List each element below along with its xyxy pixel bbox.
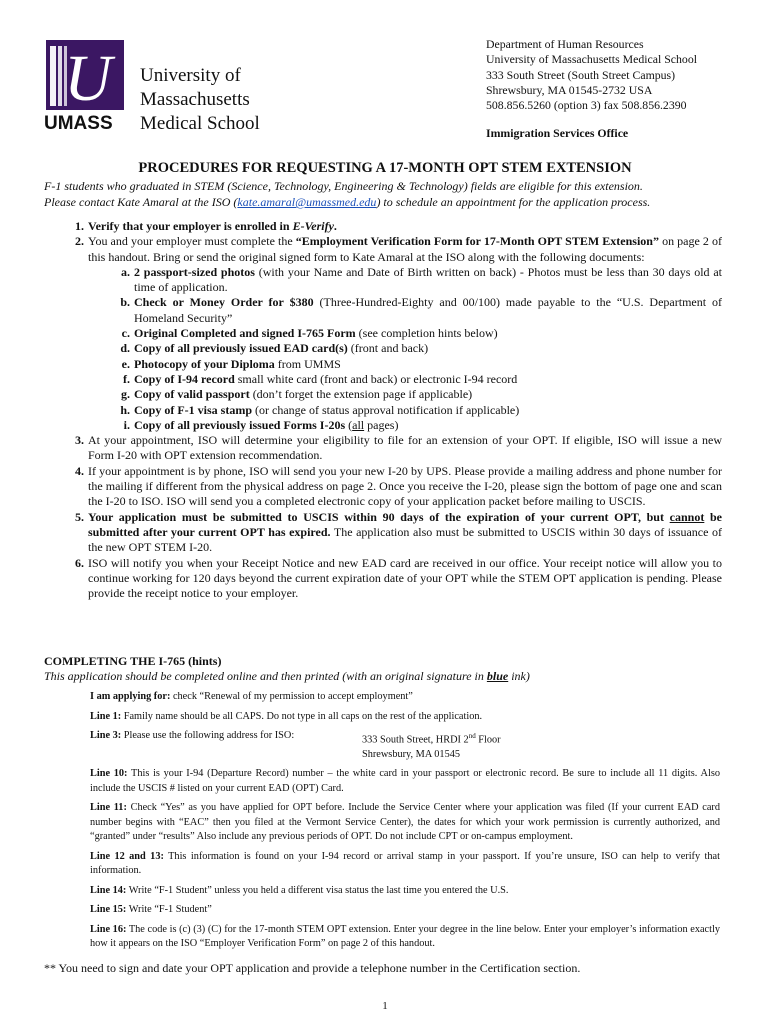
document-item: a. 2 passport-sized photos (with your Name and Date of Birth written on back) - Photos must be less than 30 days old at time of application.: [121, 264, 722, 295]
umass-emblem-icon: [44, 40, 130, 132]
document-item: f. Copy of I-94 record small white card (front and back) or electronic I-94 record: [123, 371, 518, 386]
document-item: c. Original Completed and signed I-765 Form (see completion hints below): [121, 326, 498, 341]
hint-line-10: Line 10: This is your I-94 (Departure Record) number – the white card in your passport or electronic record. Be sure to include all 11 digits. Also include the USCIS # listed on your current EAD (OPT) Card.: [90, 768, 720, 794]
document-item: b. Check or Money Order for $380 (Three-Hundred-Eighty and 00/100) made payable to the “U.S. Department of Homeland Security”: [120, 295, 722, 325]
hint-applying: I am applying for: check “Renewal of my permission to accept employment”: [90, 691, 413, 702]
section-heading: COMPLETING THE I-765 (hints): [44, 654, 222, 668]
completing-section: COMPLETING THE I-765 (hints) This application should be completed online and then printed (with an original signature in blue ink): [44, 654, 530, 683]
page-number: 1: [382, 1000, 388, 1012]
step-3: 3. At your appointment, ISO will determine your eligibility to file for an extension of your OPT. If eligible, ISO will issue a new Form I-20 with OPT extension recommendation.: [75, 433, 722, 463]
hint-line-1: Line 1: Family name should be all CAPS. Do not type in all caps on the rest of the application.: [90, 710, 483, 722]
hint-line-16: Line 16: The code is (c) (3) (C) for the 17-month STEM OPT extension. Enter your degree in the line below. Enter your employer’s information exactly how it appears on the ISO “Employer Verification Form” on page 2 of this handout.: [90, 923, 720, 950]
document-item: i. Copy of all previously issued Forms I-20s (all pages): [123, 417, 399, 432]
hint-line-15: Line 15: Write “F-1 Student”: [90, 904, 212, 916]
page-title: PROCEDURES FOR REQUESTING A 17-MONTH OPT STEM EXTENSION: [138, 160, 632, 176]
svg-text:U: U: [64, 42, 112, 115]
document-item: g. Copy of valid passport (don’t forget the extension page if applicable): [121, 387, 473, 402]
umass-logo: [44, 40, 130, 132]
document-item: d. Copy of all previously issued EAD card(s) (front and back): [120, 341, 429, 356]
step-5: 5. Your application must be submitted to USCIS within 90 days of the expiration of your current OPT, but cannot be submitted after your current OPT has expired. The application also must be submitted to USCIS within 30 days of issuance of the new OPT STEM I-20.: [75, 509, 723, 555]
step-1: 1. Verify that your employer is enrolled in E-Verify.: [75, 219, 337, 233]
hint-line-12-13: Line 12 and 13: This information is found on your I-94 record or arrival stamp in your passport. If you’re unsure, ISO can help to verify that information.: [90, 850, 720, 877]
hint-line-3: Line 3: Please use the following address for ISO: 333 South Street, HRDI 2nd Floor Shrewsbury, MA 01545: [90, 730, 501, 760]
step-6: 6. ISO will notify you when your Receipt Notice and new EAD card are received in our office. Your receipt notice will allow you to continue working for 120 days beyond the current expiration date of your OPT while the STEM OPT application is pending. Please provide the receipt notice to your employer.: [75, 555, 722, 601]
hint-line-11: Line 11: Check “Yes” as you have applied for OPT before. Include the Service Center where your application was filed (If your current EAD card number begins with “EAC” then you filed at the Vermont Service Center), the dates for which your work permission is currently authorized, and “granted” under “results” Also include any previous periods of OPT. Do not include CPT or on-campus employment.: [90, 802, 720, 843]
step-4: 4. If your appointment is by phone, ISO will send you your new I-20 by UPS. Please provide a mailing address and phone number for the mailing if different from the physical address on page 2. Once you receive the I-20, please sign the bottom of page one and scan the I-20 to ISO. ISO will send you a completed electronic copy of your application packet before mailing to USCIS.: [75, 463, 722, 509]
intro-text: F-1 students who graduated in STEM (Science, Technology, Engineering & Technology) fields are eligible for this extension. Please contact Kate Amaral at the ISO (kate.amaral@umassmed.edu) to schedule an appointment for the application process.: [44, 179, 651, 209]
signature-note: ** You need to sign and date your OPT application and provide a telephone number in the Certification section.: [44, 961, 581, 975]
email-link[interactable]: kate.amaral@umassmed.edu: [237, 195, 377, 209]
department-address: Department of Human Resources University of Massachusetts Medical School 333 South Street (South Street Campus) Shrewsbury, MA 01545-2732 USA 508.856.5260 (option 3) fax 508.856.2390 Immigration Services Office: [486, 37, 697, 141]
university-name: University of Massachusetts Medical School: [140, 65, 260, 134]
svg-text:UMASS: UMASS: [44, 113, 113, 132]
procedure-steps: [44, 219, 722, 601]
office-name: Immigration Services Office: [486, 126, 629, 141]
document-item: e. Photocopy of your Diploma from UMMS: [121, 356, 341, 371]
document-item: h. Copy of F-1 visa stamp (or change of status approval notification if applicable): [120, 402, 520, 417]
step-2: 2. You and your employer must complete the “Employment Verification Form for 17-Month OPT STEM Extension” on page 2 of this handout. Bring or send the original signed form to Kate Amaral at the ISO along with the following documents:: [75, 234, 722, 264]
i765-hints: [90, 690, 720, 957]
hint-line-14: Line 14: Write “F-1 Student” unless you held a different visa status the last time you entered the U.S.: [90, 884, 509, 896]
